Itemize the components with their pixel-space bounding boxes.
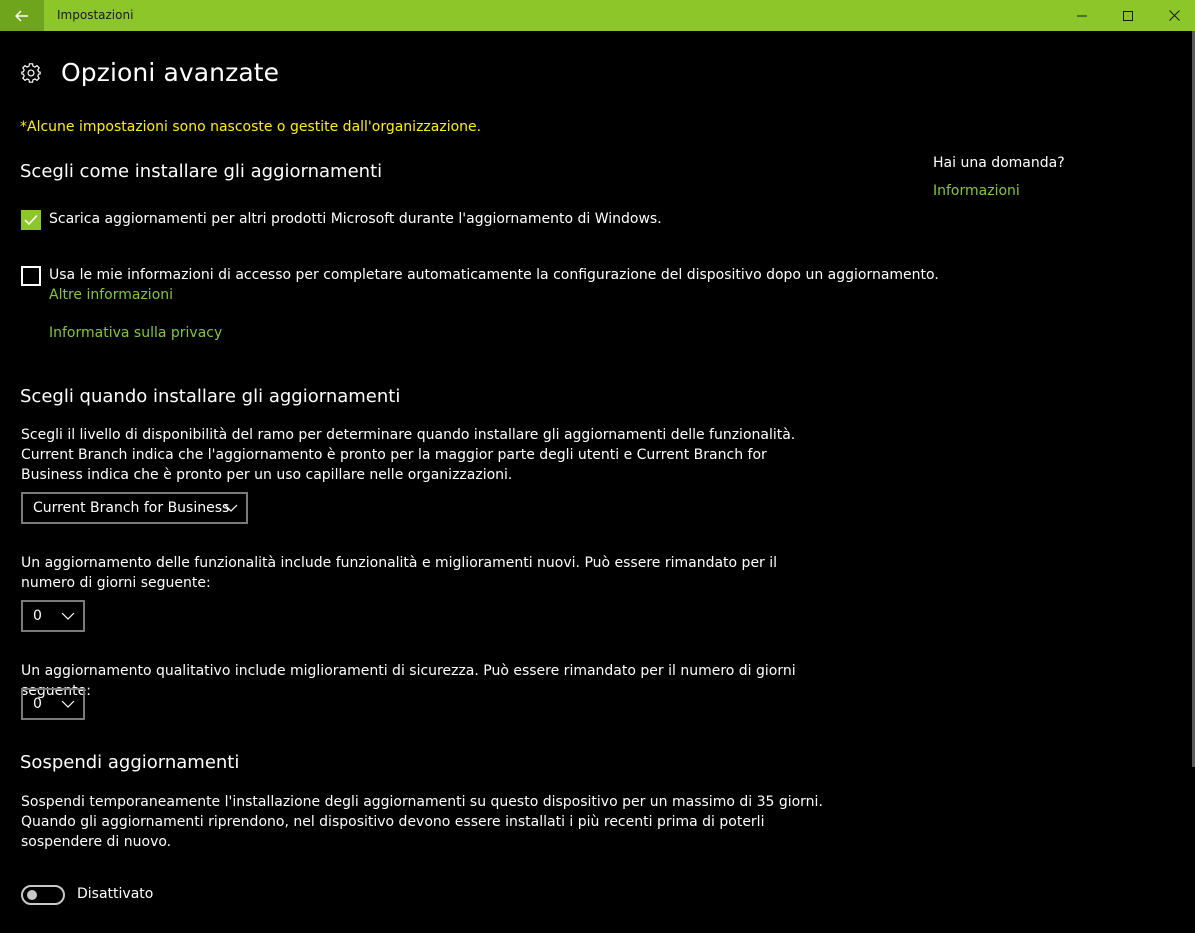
help-question: Hai una domanda? (933, 155, 1065, 171)
chevron-down-icon (61, 610, 75, 622)
quality-defer-days-select[interactable] (21, 688, 85, 720)
close-icon (1169, 10, 1180, 21)
quality-update-description: Un aggiornamento qualitativo include miglioramenti di sicurezza. Può essere rimandato per il numero di giorni seguente: (21, 663, 796, 699)
feature-update-description: Un aggiornamento delle funzionalità include funzionalità e miglioramenti nuovi. Può essere rimandato per il numero di giorni seguente: (21, 555, 778, 591)
section-heading-install-when: Scegli quando installare gli aggiornamenti (20, 386, 401, 407)
section-heading-pause: Sospendi aggiornamenti (20, 752, 240, 773)
section-heading-install-how: Scegli come installare gli aggiornamenti (20, 161, 383, 182)
page-title: Opzioni avanzate (61, 58, 280, 87)
checkbox-other-microsoft-products-label[interactable]: Scarica aggiornamenti per altri prodotti Microsoft durante l'aggiornamento di Windows. (49, 211, 662, 227)
close-button[interactable] (1151, 0, 1195, 31)
checkbox-other-microsoft-products[interactable] (21, 210, 41, 230)
pause-updates-toggle[interactable] (21, 885, 65, 905)
chevron-down-icon (224, 502, 238, 514)
page-header (20, 58, 279, 87)
maximize-icon (1123, 11, 1133, 21)
pause-description: Sospendi temporaneamente l'installazione degli aggiornamenti su questo dispositivo per un massimo di 35 giorni. Quando gli aggiornamenti riprendono, nel dispositivo devono essere installati i più recenti prima di poterli sospendere di nuovo. (21, 794, 823, 850)
minimize-icon (1077, 11, 1087, 21)
gear-icon (20, 62, 42, 84)
maximize-button[interactable] (1105, 0, 1151, 31)
feature-defer-days-select[interactable] (21, 600, 85, 632)
minimize-button[interactable] (1059, 0, 1105, 31)
quality-defer-days-value: 0 (33, 696, 42, 712)
toggle-knob (27, 890, 37, 900)
organization-notice: *Alcune impostazioni sono nascoste o gestite dall'organizzazione. (20, 119, 482, 135)
checkbox-use-sign-in-info-label[interactable]: Usa le mie informazioni di accesso per completare automaticamente la configurazione del dispositivo dopo un aggiornamento. (49, 267, 939, 283)
branch-select-value: Current Branch for Business (33, 500, 230, 516)
privacy-link[interactable]: Informativa sulla privacy (49, 325, 223, 341)
branch-select[interactable] (21, 492, 248, 524)
title-bar (0, 0, 1195, 31)
checkbox-use-sign-in-info[interactable] (21, 266, 41, 286)
back-arrow-icon (15, 10, 29, 22)
chevron-down-icon (61, 698, 75, 710)
feature-defer-days-value: 0 (33, 608, 42, 624)
branch-description: Scegli il livello di disponibilità del ramo per determinare quando installare gli aggiornamenti delle funzionalità. Current Branch indica che l'aggiornamento è pronto per la maggior parte degli utenti e Current Branch for Business indica che è pronto per un uso capillare nelle organizzazioni. (21, 427, 796, 483)
back-button[interactable] (0, 0, 44, 31)
checkmark-icon (24, 214, 38, 226)
more-info-link[interactable]: Altre informazioni (49, 287, 174, 303)
window-title: Impostazioni (57, 8, 134, 22)
pause-updates-toggle-label: Disattivato (77, 886, 154, 902)
help-info-link[interactable]: Informazioni (933, 183, 1020, 199)
